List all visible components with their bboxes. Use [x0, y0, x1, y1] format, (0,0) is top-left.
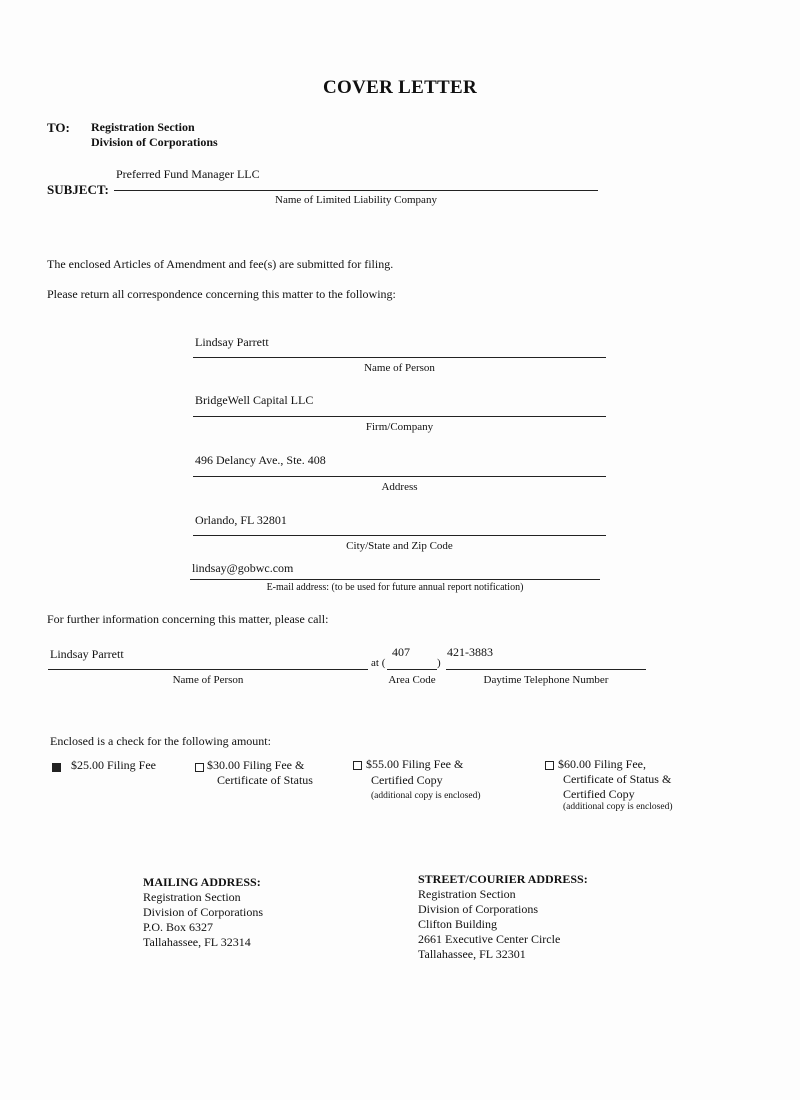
return-address-caption: Address	[381, 481, 418, 493]
contact-name-value: Lindsay Parrett	[50, 647, 124, 661]
street-line-4: 2661 Executive Center Circle	[418, 932, 561, 946]
return-name-value: Lindsay Parrett	[195, 335, 269, 349]
street-line-5: Tallahassee, FL 32301	[418, 947, 526, 961]
area-code-caption: Area Code	[388, 674, 436, 686]
return-firm-value: BridgeWell Capital LLC	[195, 393, 314, 407]
fee-55-label-line-1: $55.00 Filing Fee &	[366, 757, 464, 771]
mailing-heading: MAILING ADDRESS:	[143, 875, 261, 889]
return-address-value: 496 Delancy Ave., Ste. 408	[195, 453, 326, 467]
subject-label: SUBJECT:	[47, 182, 109, 197]
fee-30-checkbox[interactable]	[195, 763, 204, 772]
fee-60-label-line-1: $60.00 Filing Fee,	[558, 757, 647, 771]
fee-60-label-line-3: Certified Copy	[563, 787, 635, 801]
to-line-2: Division of Corporations	[91, 135, 218, 149]
fee-25-checkbox[interactable]	[52, 763, 61, 772]
street-line-1: Registration Section	[418, 887, 516, 901]
contact-name-line	[48, 669, 368, 670]
fee-60-label-line-2: Certificate of Status &	[563, 772, 672, 786]
to-label: TO:	[47, 120, 70, 135]
subject-value: Preferred Fund Manager LLC	[116, 167, 260, 181]
fee-55-label-line-2: Certified Copy	[371, 773, 443, 787]
at-label: at (	[371, 657, 386, 669]
return-name-line	[193, 357, 606, 358]
subject-caption: Name of Limited Liability Company	[275, 194, 437, 206]
street-heading: STREET/COURIER ADDRESS:	[418, 872, 588, 886]
return-name-caption: Name of Person	[364, 362, 435, 374]
phone-line	[446, 669, 646, 670]
fee-55-note: (additional copy is enclosed)	[371, 791, 481, 801]
street-line-2: Division of Corporations	[418, 902, 538, 916]
fee-60-checkbox[interactable]	[545, 761, 554, 770]
fee-60-note: (additional copy is enclosed)	[563, 802, 673, 812]
mailing-line-3: P.O. Box 6327	[143, 920, 214, 934]
fee-55-checkbox[interactable]	[353, 761, 362, 770]
area-code-value: 407	[392, 645, 410, 659]
intro-text-1: The enclosed Articles of Amendment and fee(s) are submitted for filing.	[47, 257, 394, 271]
contact-name-caption: Name of Person	[172, 674, 244, 686]
intro-text-2: Please return all correspondence concerning this matter to the following:	[47, 287, 396, 301]
area-code-line	[387, 669, 437, 670]
street-line-3: Clifton Building	[418, 917, 498, 931]
fee-25-label: $25.00 Filing Fee	[71, 758, 157, 772]
mailing-line-2: Division of Corporations	[143, 905, 263, 919]
return-city-caption: City/State and Zip Code	[346, 540, 453, 552]
return-email-value: lindsay@gobwc.com	[192, 561, 294, 575]
phone-caption: Daytime Telephone Number	[483, 674, 609, 686]
return-email-caption: E-mail address: (to be used for future annual report notification)	[266, 582, 524, 593]
to-line-1: Registration Section	[91, 120, 195, 134]
return-city-line	[193, 535, 606, 536]
return-city-value: Orlando, FL 32801	[195, 513, 287, 527]
return-email-line	[190, 579, 600, 580]
return-firm-line	[193, 416, 606, 417]
further-info-text: For further information concerning this matter, please call:	[47, 612, 329, 626]
return-address-line	[193, 476, 606, 477]
paren-close: )	[437, 657, 441, 669]
fee-30-label-line-1: $30.00 Filing Fee &	[207, 758, 305, 772]
enclosed-label: Enclosed is a check for the following amount:	[50, 734, 271, 748]
page-title: COVER LETTER	[322, 77, 478, 98]
mailing-line-1: Registration Section	[143, 890, 241, 904]
fee-30-label-line-2: Certificate of Status	[217, 773, 313, 787]
subject-line	[114, 190, 598, 191]
phone-value: 421-3883	[447, 645, 493, 659]
return-firm-caption: Firm/Company	[365, 421, 434, 433]
mailing-line-4: Tallahassee, FL 32314	[143, 935, 251, 949]
